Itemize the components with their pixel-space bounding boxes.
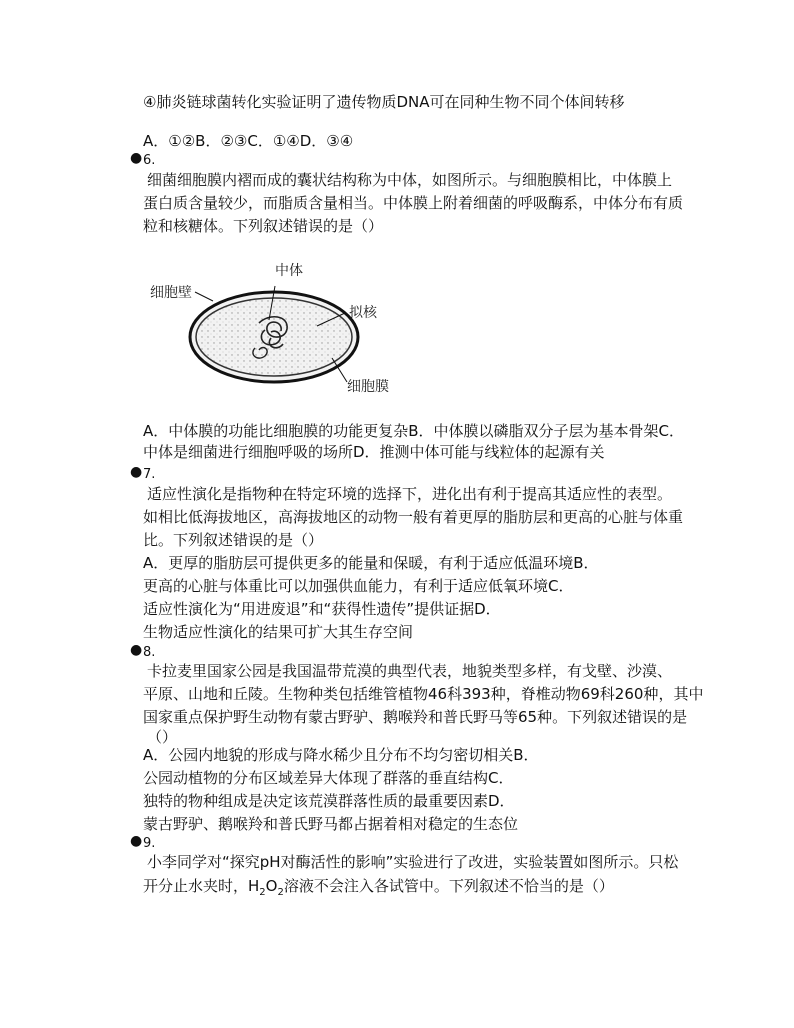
- q8-stem-line-1: 卡拉麦里国家公园是我国温带荒漠的典型代表，地貌类型多样，有戈壁、沙漠、: [147, 662, 673, 680]
- q6-number: 6.: [143, 153, 156, 168]
- q9-stem-line-1: 小李同学对“探究pH对酶活性的影响”实验进行了改进，实验装置如图所示。只松: [147, 853, 679, 871]
- bacterium-figure: [147, 258, 397, 408]
- q8-option-d: 蒙古野驴、鹅喉羚和普氏野马都占据着相对稳定的生态位: [143, 815, 519, 833]
- q6-stem-line-1: 细菌细胞膜内褶而成的囊状结构称为中体，如图所示。与细胞膜相比，中体膜上: [147, 171, 673, 189]
- q9-number: 9.: [143, 836, 156, 851]
- q8-stem-line-2: 平原、山地和丘陵。生物种类包括维管植物46科393种，脊椎动物69科260种，其中: [143, 685, 704, 703]
- q7-stem-line-3: 比。下列叙述错误的是（）: [143, 531, 324, 549]
- list-bullet: ●: [130, 150, 143, 166]
- q7-option-c: 适应性演化为“用进废退”和“获得性遗传”提供证据D．: [143, 600, 501, 618]
- q7-stem-line-2: 如相比低海拔地区，高海拔地区的动物一般有着更厚的脂肪层和更高的心脏与体重: [143, 508, 684, 526]
- label-nucleoid: 拟核: [349, 305, 377, 321]
- list-bullet: ●: [130, 464, 143, 480]
- label-mesosome: 中体: [275, 263, 303, 279]
- q9-line2-prefix: 开分止水夹时，: [143, 877, 249, 895]
- q6-stem-line-3: 粒和核糖体。下列叙述错误的是（）: [143, 217, 384, 235]
- h2o2-sub-1: 2: [259, 887, 266, 898]
- q6-options-line-2: 中体是细菌进行细胞呼吸的场所D．推测中体可能与线粒体的起源有关: [143, 443, 605, 461]
- q8-stem-line-4: （）: [147, 728, 178, 746]
- q9-line2-suffix: 溶液不会注入各试管中。下列叙述不恰当的是（）: [283, 877, 614, 895]
- q5-statement-4: ④肺炎链球菌转化实验证明了遗传物质DNA可在同种生物不同个体间转移: [143, 93, 625, 111]
- q8-option-b: 公园动植物的分布区域差异大体现了群落的垂直结构C．: [143, 769, 514, 787]
- q8-option-a: A．公园内地貌的形成与降水稀少且分布不均匀密切相关B．: [143, 746, 539, 764]
- h2o2-o: O: [265, 877, 278, 895]
- list-bullet: ●: [130, 642, 143, 658]
- q8-number: 8.: [143, 645, 156, 660]
- q7-number: 7.: [143, 467, 156, 482]
- q7-option-d: 生物适应性演化的结果可扩大其生存空间: [143, 623, 414, 641]
- h2o2-h: H: [248, 877, 260, 895]
- list-bullet: ●: [130, 833, 143, 849]
- q5-options: A．①②B．②③C．①④D．③④: [143, 132, 354, 150]
- h2o2-sub-2: 2: [277, 887, 284, 898]
- q9-stem-line-2: [143, 876, 614, 903]
- label-cell-membrane: 细胞膜: [347, 379, 389, 395]
- q8-option-c: 独特的物种组成是决定该荒漠群落性质的最重要因素D．: [143, 792, 515, 810]
- q7-option-a: A．更厚的脂肪层可提供更多的能量和保暖，有利于适应低温环境B．: [143, 554, 599, 572]
- label-cell-wall: 细胞壁: [150, 285, 192, 301]
- q6-options-line-1: A．中体膜的功能比细胞膜的功能更复杂B．中体膜以磷脂双分子层为基本骨架C．: [143, 422, 685, 440]
- q8-stem-line-3: 国家重点保护野生动物有蒙古野驴、鹅喉羚和普氏野马等65种。下列叙述错误的是: [143, 708, 688, 726]
- q7-option-b: 更高的心脏与体重比可以加强供血能力，有利于适应低氧环境C．: [143, 577, 574, 595]
- q7-stem-line-1: 适应性演化是指物种在特定环境的选择下，进化出有利于提高其适应性的表型。: [147, 485, 673, 503]
- q6-stem-line-2: 蛋白质含量较少，而脂质含量相当。中体膜上附着细菌的呼吸酶系，中体分布有质: [143, 194, 684, 212]
